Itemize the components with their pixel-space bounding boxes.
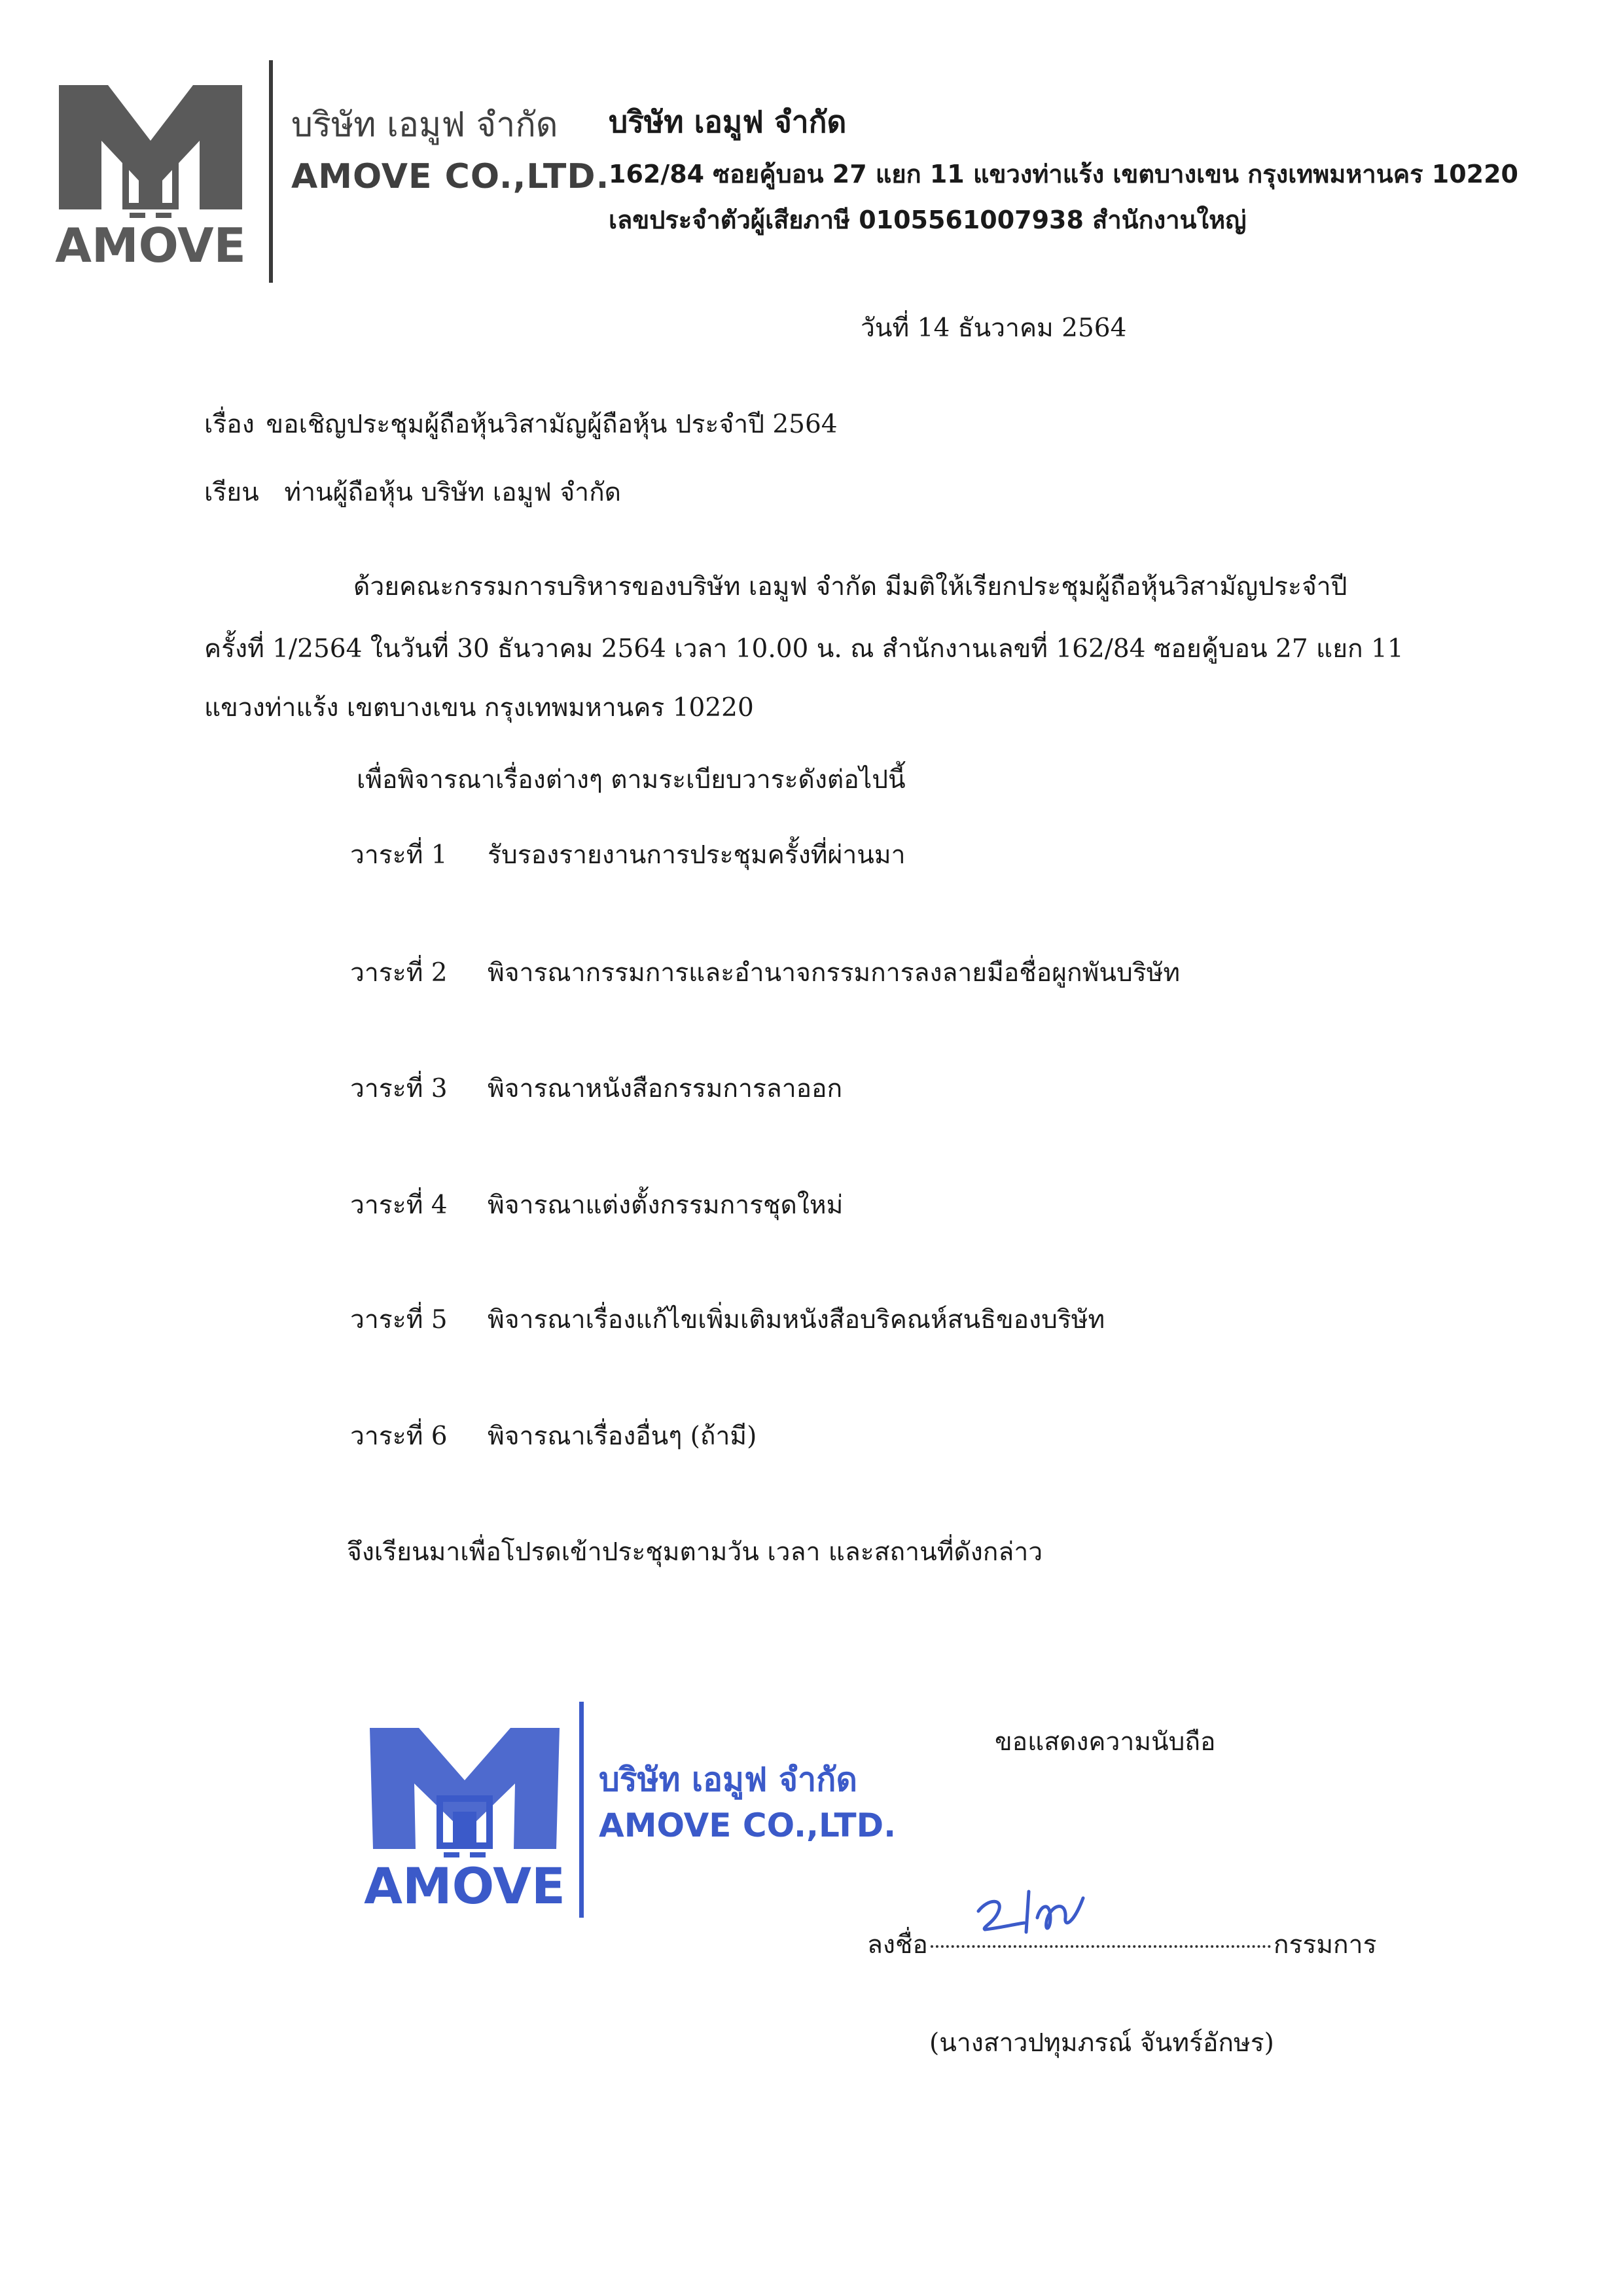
closing-text: จึงเรียนมาเพื่อโปรดเข้าประชุมตามวัน เวลา และสถานที่ดังกล่าว	[347, 1537, 1043, 1567]
agenda-number: วาระที่ 6	[350, 1422, 448, 1451]
agenda-text: พิจารณาเรื่องแก้ไขเพิ่มเติมหนังสือบริคณห์สนธิของบริษัท	[488, 1305, 1105, 1335]
stamp-logo-text: AMOVE	[364, 1857, 565, 1911]
company-name: บริษัท เอมูฟ จำกัด	[609, 104, 847, 139]
agenda-item	[350, 834, 906, 875]
sign-label: ลงชื่อ	[867, 1930, 928, 1960]
signature-line	[867, 1924, 1377, 1965]
recipient-label: เรียน	[204, 478, 259, 507]
subject-line	[204, 404, 838, 444]
agenda-number: วาระที่ 4	[350, 1191, 448, 1220]
agenda-item	[350, 1185, 843, 1225]
stamp-name-thai: บริษัท เอมูฟ จำกัด	[599, 1761, 857, 1799]
letter-date: วันที่ 14 ธันวาคม 2564	[861, 314, 1127, 343]
agenda-number: วาระที่ 5	[350, 1305, 448, 1335]
stamp-divider	[579, 1702, 584, 1918]
header-divider	[269, 60, 273, 283]
recipient-line	[204, 472, 621, 512]
subject-label: เรื่อง	[204, 410, 255, 439]
agenda-item	[350, 952, 1180, 993]
agenda-number: วาระที่ 1	[350, 840, 448, 870]
agenda-number: วาระที่ 3	[350, 1074, 448, 1103]
agenda-text: พิจารณาเรื่องอื่นๆ (ถ้ามี)	[488, 1422, 757, 1451]
agenda-number: วาระที่ 2	[350, 958, 448, 988]
subject-text: ขอเชิญประชุมผู้ถือหุ้นวิสามัญผู้ถือหุ้น ประจำปี 2564	[266, 410, 838, 439]
body-paragraph-line-1: ด้วยคณะกรรมการบริหารของบริษัท เอมูฟ จำกัด มีมติให้เรียกประชุมผู้ถือหุ้นวิสามัญประจำปี	[353, 572, 1347, 601]
body-paragraph-line-2: ครั้งที่ 1/2564 ในวันที่ 30 ธันวาคม 2564 เวลา 10.00 น. ณ สำนักงานเลขที่ 162/84 ซอยคู้บอน 27 แยก 11	[204, 634, 1404, 664]
agenda-item	[350, 1416, 757, 1456]
body-paragraph-line-3: แขวงท่าแร้ง เขตบางเขน กรุงเทพมหานคร 10220	[204, 693, 754, 723]
company-logo	[52, 79, 249, 268]
agenda-text: รับรองรายงานการประชุมครั้งที่ผ่านมา	[488, 840, 906, 870]
company-tax-id: เลขประจำตัวผู้เสียภาษี 0105561007938 สำนักงานใหญ่	[609, 206, 1247, 234]
agenda-text: พิจารณาหนังสือกรรมการลาออก	[488, 1074, 843, 1103]
company-stamp-logo	[357, 1721, 573, 1911]
logo-name-thai: บริษัท เอมูฟ จำกัด	[291, 105, 558, 145]
logo-text: AMOVE	[55, 218, 246, 268]
agenda-item	[350, 1299, 1105, 1340]
signer-name: (นางสาวปทุมภรณ์ จันทร์อักษร)	[929, 2028, 1274, 2058]
company-address: 162/84 ซอยคู้บอน 27 แยก 11 แขวงท่าแร้ง เขตบางเขน กรุงเทพมหานคร 10220	[609, 160, 1518, 188]
regards-text: ขอแสดงความนับถือ	[995, 1727, 1216, 1757]
signature-dotted-line	[931, 1945, 1271, 1948]
logo-name-english: AMOVE CO.,LTD.	[291, 157, 610, 196]
agenda-intro: เพื่อพิจารณาเรื่องต่างๆ ตามระเบียบวาระดังต่อไปนี้	[357, 765, 906, 795]
agenda-text: พิจารณาแต่งตั้งกรรมการชุดใหม่	[488, 1191, 844, 1220]
agenda-item	[350, 1068, 842, 1109]
agenda-text: พิจารณากรรมการและอำนาจกรรมการลงลายมือชื่อผูกพันบริษัท	[488, 958, 1181, 988]
stamp-name-english: AMOVE CO.,LTD.	[599, 1806, 897, 1844]
recipient-text: ท่านผู้ถือหุ้น บริษัท เอมูฟ จำกัด	[284, 478, 622, 507]
sign-role: กรรมการ	[1273, 1930, 1377, 1960]
